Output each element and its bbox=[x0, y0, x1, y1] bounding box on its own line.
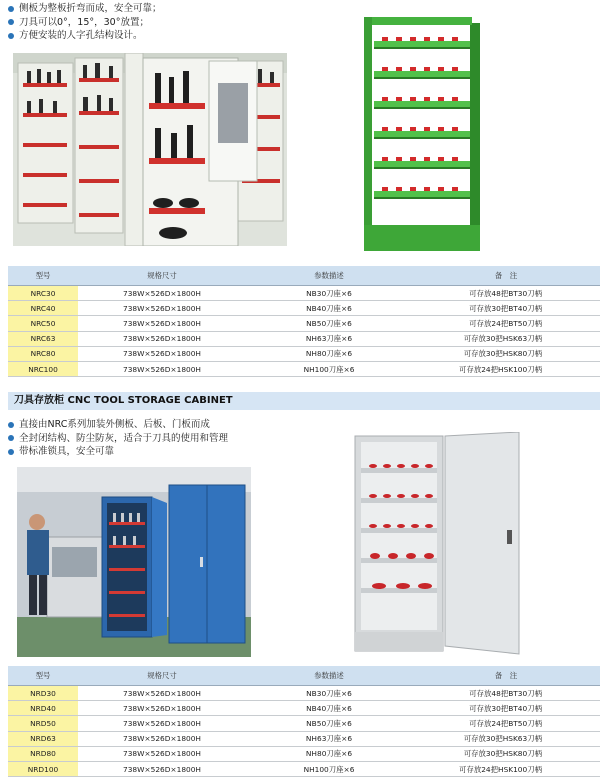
features-list-1 bbox=[8, 2, 162, 43]
table-row: NRD100 738W×526D×1800H NH100刀座×6 可存放24把HSK100刀柄 bbox=[8, 761, 600, 776]
bullet-icon bbox=[8, 422, 14, 428]
nrc-spec-table bbox=[8, 266, 600, 377]
table-row: NRD40 738W×526D×1800H NB40刀座×6 可存放30把BT40刀柄 bbox=[8, 701, 600, 716]
blue-cabinet-photo bbox=[17, 467, 251, 657]
green-rack-photo bbox=[362, 15, 482, 253]
bullet-icon bbox=[8, 435, 14, 441]
nrd-spec-table bbox=[8, 666, 600, 777]
table-header-row bbox=[8, 666, 600, 686]
header-note: 备 注 bbox=[412, 266, 600, 286]
header-model: 型号 bbox=[8, 266, 78, 286]
table-row: NRC63 738W×526D×1800H NH63刀座×6 可存放30把HSK63刀柄 bbox=[8, 331, 600, 346]
table-row: NRD30 738W×526D×1800H NB30刀座×6 可存放48把BT30刀柄 bbox=[8, 686, 600, 701]
section-title: 刀具存放柜 CNC TOOL STORAGE CABINET bbox=[8, 392, 600, 410]
feature-item: 全封闭结构、防尘防灰，适合于刀具的使用和管理 bbox=[8, 432, 228, 446]
table-row: NRD80 738W×526D×1800H NH80刀座×6 可存放30把HSK80刀柄 bbox=[8, 746, 600, 761]
header-size: 规格尺寸 bbox=[78, 666, 246, 686]
table-row: NRC50 738W×526D×1800H NB50刀座×6 可存放24把BT50刀柄 bbox=[8, 316, 600, 331]
feature-item: 方便安装的人字孔结构设计。 bbox=[8, 29, 162, 43]
grey-cabinet-photo bbox=[353, 432, 523, 657]
features-list-2 bbox=[8, 418, 228, 459]
table-row: NRC40 738W×526D×1800H NB40刀座×6 可存放30把BT40刀柄 bbox=[8, 301, 600, 316]
tool-rack-photo bbox=[13, 53, 287, 246]
feature-item: 直接由NRC系列加装外侧板、后板、门板而成 bbox=[8, 418, 228, 432]
header-param: 参数描述 bbox=[246, 666, 412, 686]
header-param: 参数描述 bbox=[246, 266, 412, 286]
header-size: 规格尺寸 bbox=[78, 266, 246, 286]
table-row: NRD63 738W×526D×1800H NH63刀座×6 可存放30把HSK63刀柄 bbox=[8, 731, 600, 746]
table-header-row bbox=[8, 266, 600, 286]
table-row: NRC30 738W×526D×1800H NB30刀座×6 可存放48把BT30刀柄 bbox=[8, 286, 600, 301]
header-model: 型号 bbox=[8, 666, 78, 686]
feature-item: 侧板为整板折弯而成，安全可靠； bbox=[8, 2, 162, 16]
header-note: 备 注 bbox=[412, 666, 600, 686]
bullet-icon bbox=[8, 33, 14, 39]
feature-item: 刀具可以0°，15°，30°放置； bbox=[8, 16, 162, 30]
bullet-icon bbox=[8, 6, 14, 12]
bullet-icon bbox=[8, 19, 14, 25]
table-row: NRC80 738W×526D×1800H NH80刀座×6 可存放30把HSK80刀柄 bbox=[8, 346, 600, 361]
table-row: NRC100 738W×526D×1800H NH100刀座×6 可存放24把HSK100刀柄 bbox=[8, 361, 600, 376]
table-row: NRD50 738W×526D×1800H NB50刀座×6 可存放24把BT50刀柄 bbox=[8, 716, 600, 731]
bullet-icon bbox=[8, 449, 14, 455]
feature-item: 带标准锁具，安全可靠 bbox=[8, 445, 228, 459]
